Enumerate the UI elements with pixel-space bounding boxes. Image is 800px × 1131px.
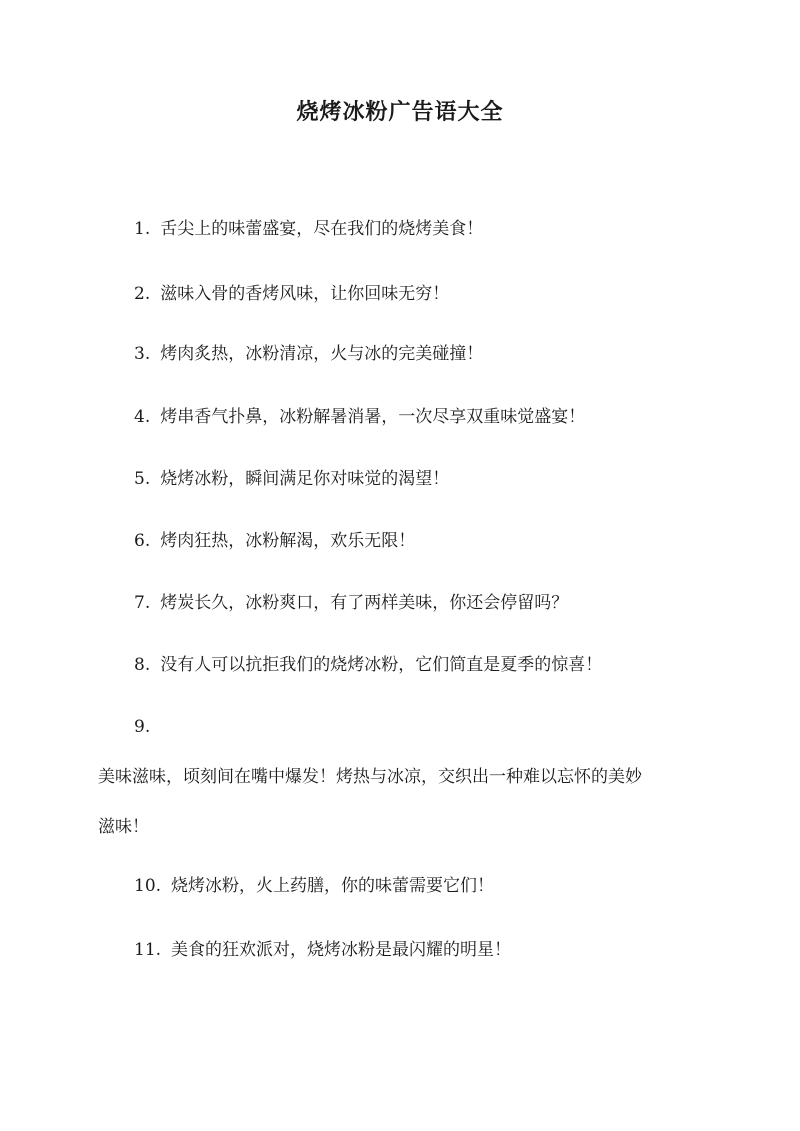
list-item: [134, 217, 483, 241]
item-text: 烤炭长久，冰粉爽口，有了两样美味，你还会停留吗？: [160, 593, 569, 613]
list-item: [134, 591, 568, 615]
item-number: 2.: [134, 284, 151, 304]
item-number: 4.: [134, 407, 151, 427]
item-text: 烧烤冰粉，火上药膳，你的味蕾需要它们！: [171, 876, 495, 896]
item-text: 美食的狂欢派对，烧烤冰粉是最闪耀的明星！: [171, 940, 512, 960]
item-text: 烤肉狂热，冰粉解渴，欢乐无限！: [160, 531, 416, 551]
item-text: 舌尖上的味蕾盛宴，尽在我们的烧烤美食！: [160, 219, 484, 239]
list-item: [134, 938, 511, 962]
list-item: [134, 342, 483, 366]
item-text: 烤串香气扑鼻，冰粉解暑消暑，一次尽享双重味觉盛宴！: [160, 407, 586, 427]
list-item: [134, 467, 449, 491]
item-text: 没有人可以抗拒我们的烧烤冰粉，它们简直是夏季的惊喜！: [160, 655, 603, 675]
item-number: 3.: [134, 344, 151, 364]
item-number: 7.: [134, 593, 151, 613]
item-number: 9.: [134, 717, 151, 737]
item-text-line: 美味滋味，顷刻间在嘴中爆发！烤热与冰凉，交织出一种难以忘怀的美妙: [98, 767, 642, 787]
item-text: 烧烤冰粉，瞬间满足你对味觉的渴望！: [160, 469, 450, 489]
document-title: 烧烤冰粉广告语大全: [296, 99, 504, 125]
list-item: [134, 405, 585, 429]
item-text-line: 滋味！: [98, 817, 149, 837]
list-item: [134, 653, 602, 677]
item-text: 滋味入骨的香烤风味，让你回味无穷！: [160, 284, 450, 304]
list-item: [134, 529, 415, 553]
item-number: 1.: [134, 219, 151, 239]
list-item: [134, 874, 494, 898]
item-number: 5.: [134, 469, 151, 489]
item-number: 8.: [134, 655, 151, 675]
item-text: 烤肉炙热，冰粉清凉，火与冰的完美碰撞！: [160, 344, 484, 364]
item-number: 11.: [134, 940, 162, 960]
item-number: 10.: [134, 876, 162, 896]
item-number: 6.: [134, 531, 151, 551]
list-item: [134, 282, 449, 306]
